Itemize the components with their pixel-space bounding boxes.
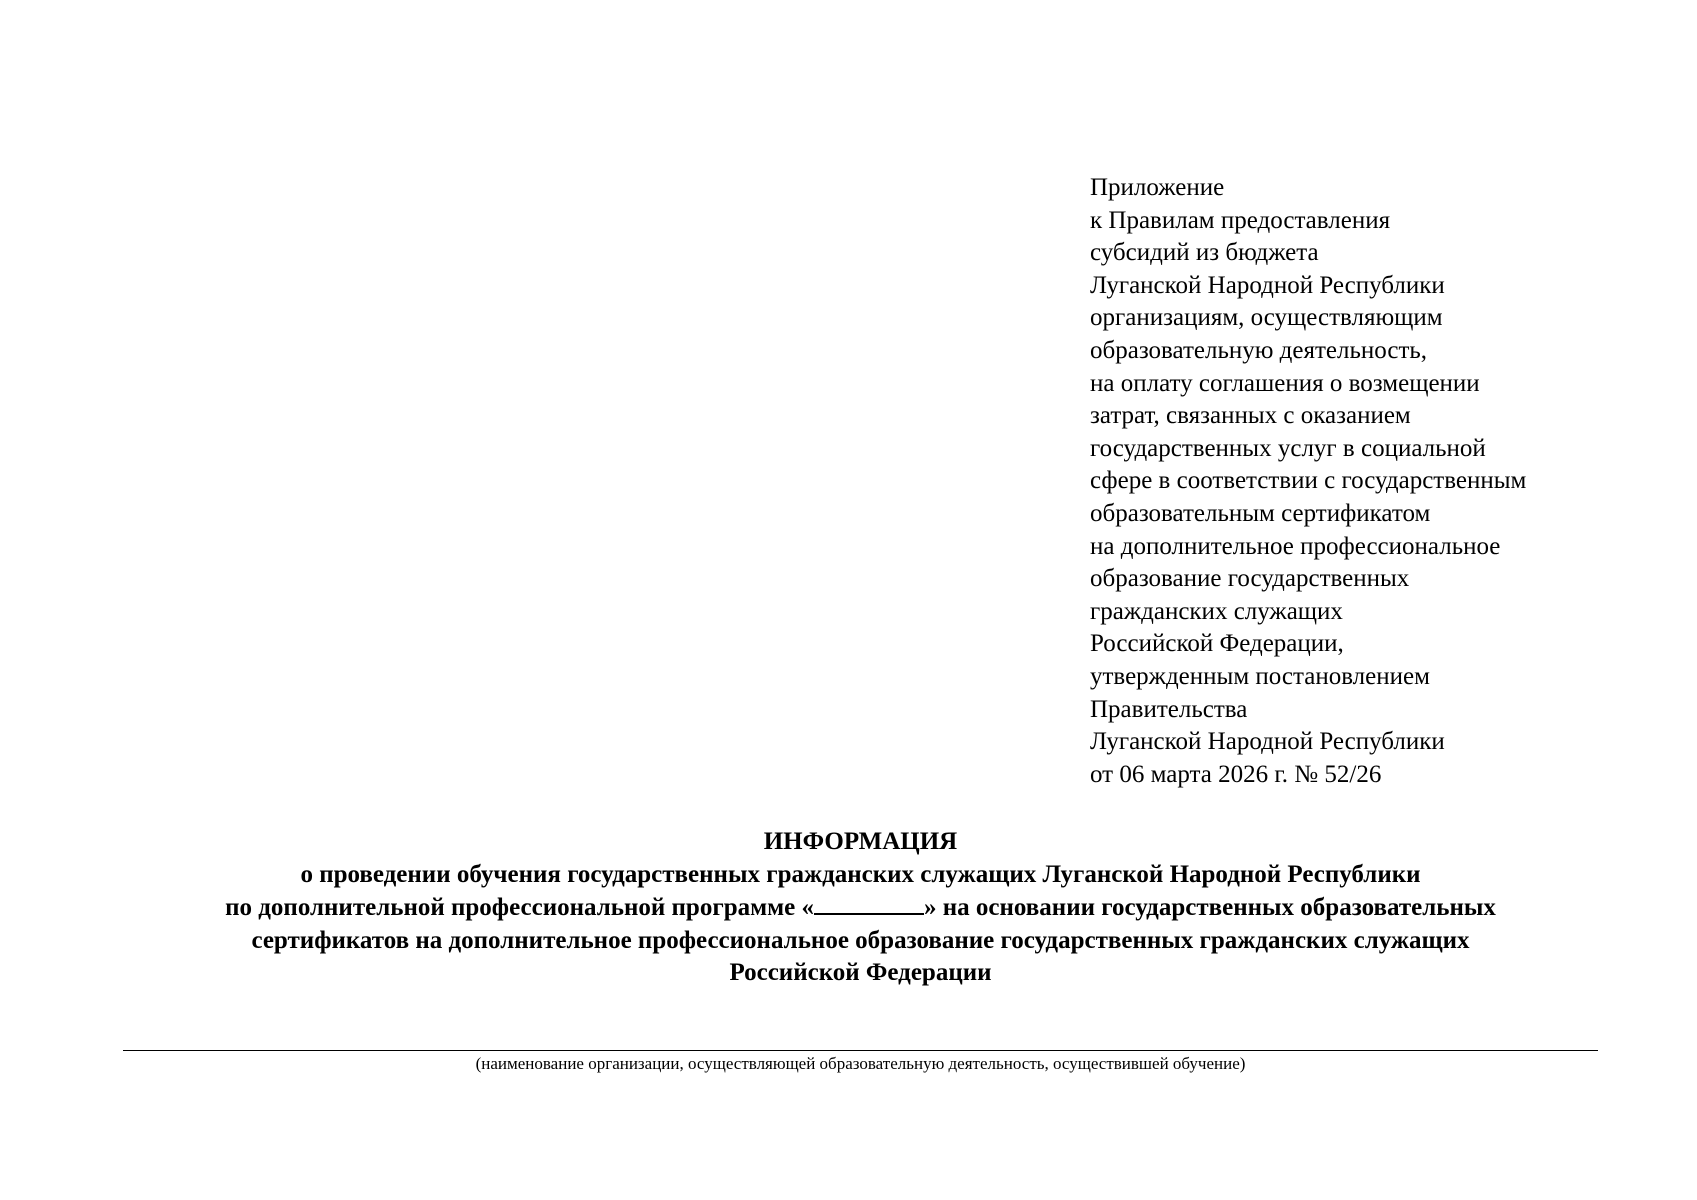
appendix-line: Правительства [1090, 695, 1248, 723]
appendix-line: образование государственных [1090, 565, 1410, 593]
appendix-line: от 06 марта 2026 г. № 52/26 [1090, 760, 1382, 788]
title-heading: ИНФОРМАЦИЯ [763, 828, 958, 855]
organization-name-line [123, 1050, 1598, 1051]
appendix-line: организациям, осуществляющим [1090, 304, 1443, 332]
title-line-2-end: » на основании государственных образовательных [924, 894, 1496, 922]
appendix-line: Российской Федерации, [1090, 630, 1344, 658]
appendix-line: утвержденным постановлением [1090, 662, 1430, 690]
appendix-block [1090, 172, 1526, 791]
appendix-line: Луганской Народной Республики [1090, 271, 1445, 299]
appendix-line: на оплату соглашения о возмещении [1090, 369, 1480, 397]
title-line-2-start: по дополнительной профессиональной программе « [225, 894, 815, 922]
appendix-line: к Правилам предоставления [1090, 206, 1391, 234]
appendix-line: Луганской Народной Республики [1090, 728, 1445, 756]
document-title [123, 826, 1598, 990]
appendix-line: на дополнительное профессиональное [1090, 532, 1501, 560]
appendix-line: субсидий из бюджета [1090, 239, 1319, 267]
appendix-line: образовательным сертификатом [1090, 499, 1431, 527]
title-line-1: о проведении обучения государственных гражданских служащих Луганской Народной Республики [300, 860, 1421, 888]
title-line-3: сертификатов на дополнительное профессиональное образование государственных гражданских служащих [251, 926, 1470, 954]
program-name-blank [814, 891, 924, 915]
appendix-line: затрат, связанных с оказанием [1090, 402, 1411, 430]
appendix-line: Приложение [1090, 174, 1225, 201]
appendix-line: образовательную деятельность, [1090, 336, 1428, 364]
appendix-line: сфере в соответствии с государственным [1090, 467, 1527, 495]
title-line-2 [123, 891, 1598, 925]
title-line-4: Российской Федерации [729, 959, 992, 987]
organization-caption: (наименование организации, осуществляющей образовательную деятельность, осуществившей обучение) [475, 1054, 1246, 1073]
appendix-line: государственных услуг в социальной [1090, 434, 1486, 462]
appendix-line: гражданских служащих [1090, 597, 1343, 625]
